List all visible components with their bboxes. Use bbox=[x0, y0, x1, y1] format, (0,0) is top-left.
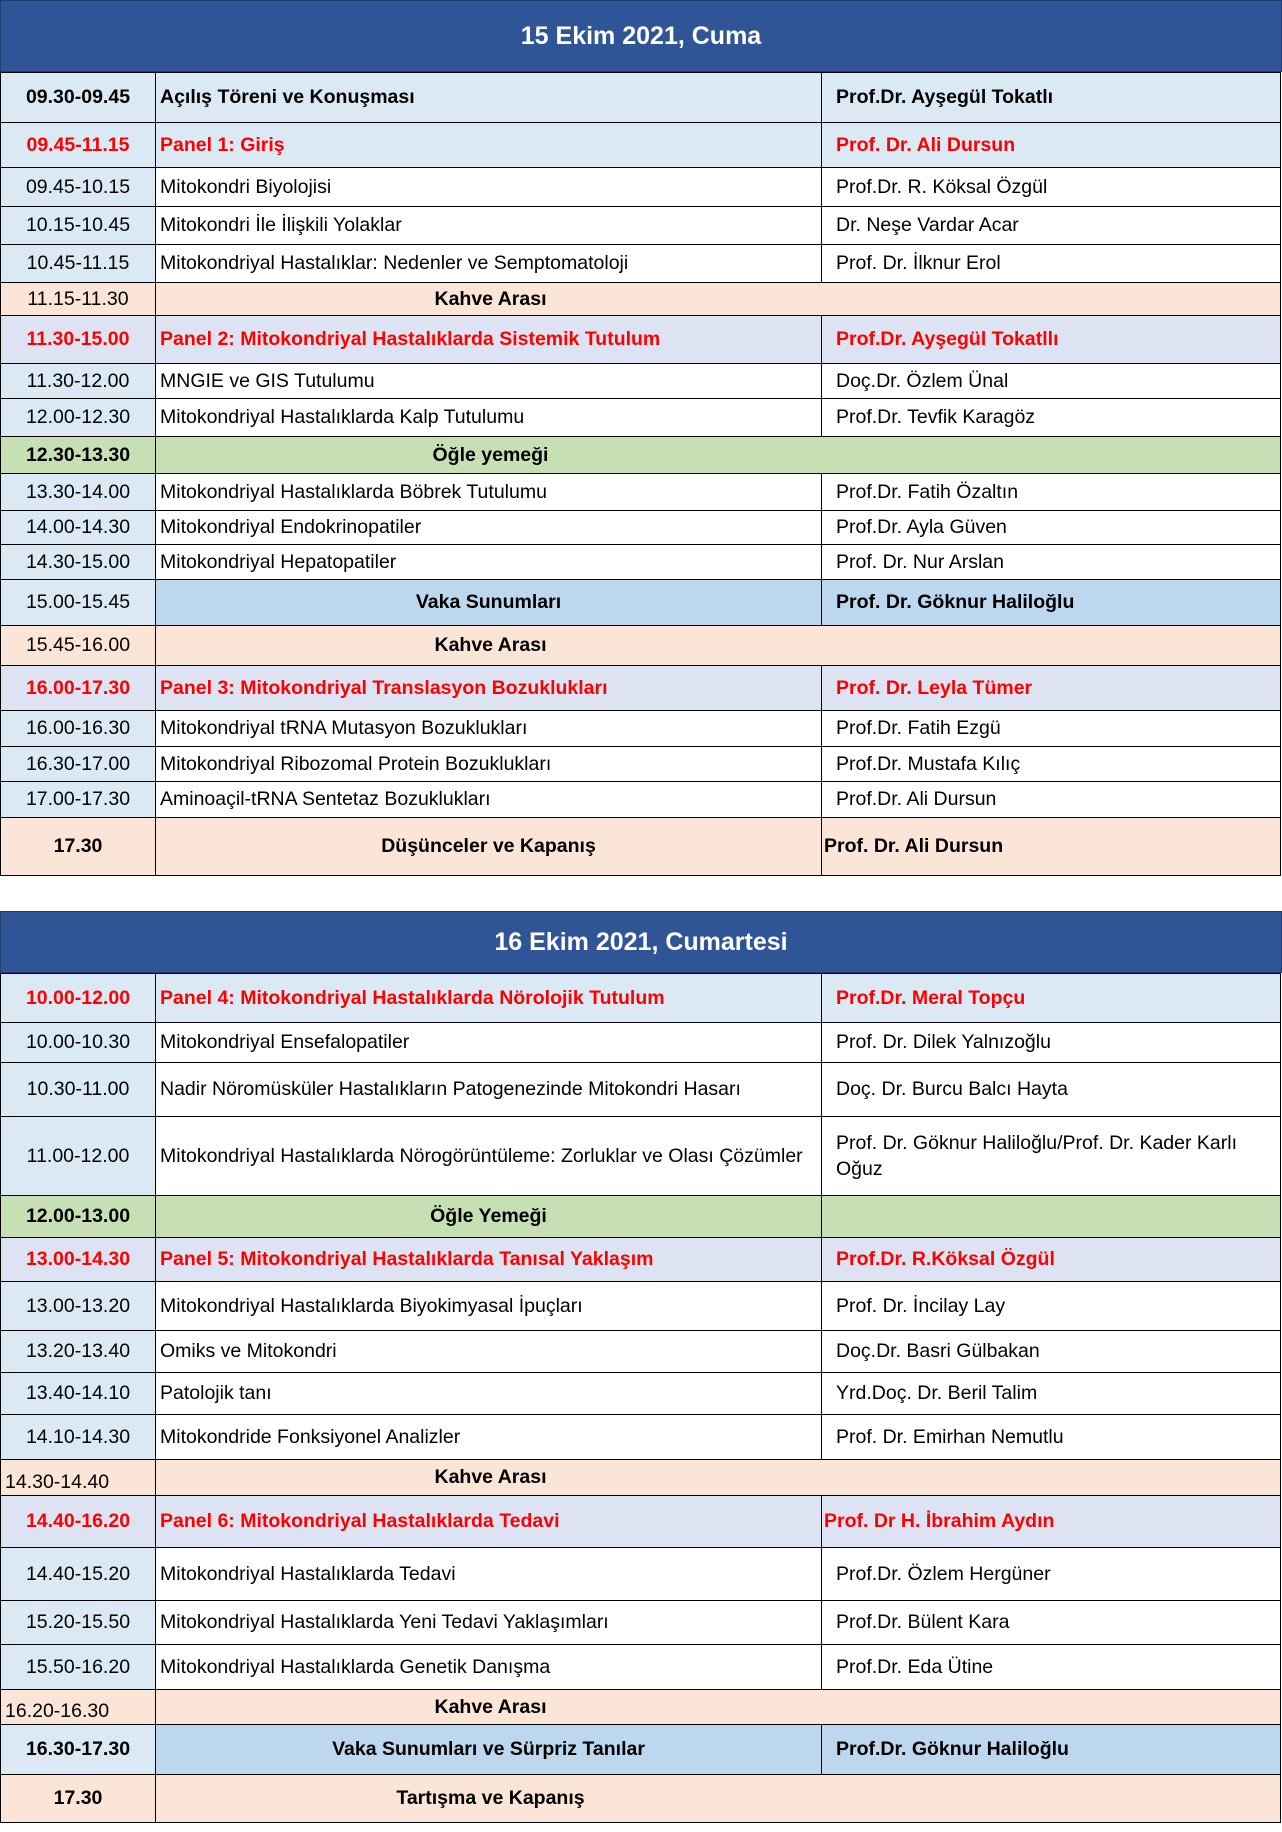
row-topic: Öğle Yemeği bbox=[156, 1196, 822, 1238]
row-time: 14.30-15.00 bbox=[1, 545, 156, 580]
row-time: 14.00-14.30 bbox=[1, 511, 156, 545]
row-time: 17.00-17.30 bbox=[1, 782, 156, 818]
row-topic: Mitokondriyal Hastalıklar: Nedenler ve Semptomatoloji bbox=[156, 245, 822, 283]
case-presentation-row bbox=[1, 1725, 1281, 1775]
row-time: 11.30-12.00 bbox=[1, 364, 156, 399]
row-topic: Mitokondriyal Hastalıklarda Nörogörüntüleme: Zorluklar ve Olası Çözümler bbox=[156, 1117, 822, 1196]
lunch-row bbox=[1, 1196, 1281, 1238]
row-speaker: Prof.Dr. Mustafa Kılıç bbox=[822, 747, 1281, 782]
row-time: 13.00-13.20 bbox=[1, 1282, 156, 1331]
row-topic: Mitokondriyal Hastalıklarda Biyokimyasal İpuçları bbox=[156, 1282, 822, 1331]
row-topic: Patolojik tanı bbox=[156, 1373, 822, 1415]
row-speaker: Prof. Dr. Emirhan Nemutlu bbox=[822, 1415, 1281, 1460]
break-row bbox=[1, 1690, 1281, 1725]
row-speaker: Prof. Dr. Göknur Haliloğlu/Prof. Dr. Kader Karlı Oğuz bbox=[822, 1117, 1281, 1196]
panel-row bbox=[1, 666, 1281, 711]
row-time: 09.45-11.15 bbox=[1, 123, 156, 168]
row-topic: Mitokondride Fonksiyonel Analizler bbox=[156, 1415, 822, 1460]
schedule-row bbox=[1, 511, 1281, 545]
row-speaker: Prof. Dr. Ali Dursun bbox=[822, 123, 1281, 168]
row-time: 16.30-17.00 bbox=[1, 747, 156, 782]
row-speaker: Doç. Dr. Burcu Balcı Hayta bbox=[822, 1063, 1281, 1117]
row-time: 15.00-15.45 bbox=[1, 580, 156, 626]
row-speaker: Prof.Dr. Özlem Hergüner bbox=[822, 1548, 1281, 1601]
row-topic: Kahve Arası bbox=[156, 283, 1281, 316]
row-time: 17.30 bbox=[1, 1775, 156, 1823]
row-time: 11.00-12.00 bbox=[1, 1117, 156, 1196]
schedule-row bbox=[1, 1117, 1281, 1196]
schedule-row bbox=[1, 747, 1281, 782]
row-topic: Mitokondriyal Hastalıklarda Tedavi bbox=[156, 1548, 822, 1601]
schedule-row bbox=[1, 364, 1281, 399]
break-row bbox=[1, 626, 1281, 666]
row-time: 10.45-11.15 bbox=[1, 245, 156, 283]
schedule-row bbox=[1, 711, 1281, 747]
schedule-row bbox=[1, 399, 1281, 437]
row-topic: Panel 5: Mitokondriyal Hastalıklarda Tanısal Yaklaşım bbox=[156, 1238, 822, 1282]
row-speaker: Yrd.Doç. Dr. Beril Talim bbox=[822, 1373, 1281, 1415]
row-topic: Panel 3: Mitokondriyal Translasyon Bozuklukları bbox=[156, 666, 822, 711]
row-topic: Düşünceler ve Kapanış bbox=[156, 818, 822, 876]
row-time: 13.30-14.00 bbox=[1, 474, 156, 511]
row-time: 16.20-16.30 bbox=[1, 1690, 156, 1725]
row-speaker: Prof. Dr. İlknur Erol bbox=[822, 245, 1281, 283]
row-topic: Mitokondriyal Ensefalopatiler bbox=[156, 1023, 822, 1063]
schedule-row bbox=[1, 1601, 1281, 1645]
schedule-row bbox=[1, 207, 1281, 245]
closing-row bbox=[1, 1775, 1281, 1823]
day1-title: 15 Ekim 2021, Cuma bbox=[0, 0, 1282, 72]
row-time: 09.45-10.15 bbox=[1, 168, 156, 207]
row-speaker: Prof.Dr. Ayşegül Tokatlı bbox=[822, 73, 1281, 123]
row-speaker: Prof.Dr. Ayla Güven bbox=[822, 511, 1281, 545]
row-topic: Omiks ve Mitokondri bbox=[156, 1331, 822, 1373]
row-time: 12.00-13.00 bbox=[1, 1196, 156, 1238]
schedule-row bbox=[1, 1548, 1281, 1601]
row-topic: Mitokondri İle İlişkili Yolaklar bbox=[156, 207, 822, 245]
row-speaker: Prof.Dr. Ayşegül Tokatllı bbox=[822, 316, 1281, 364]
row-speaker: Prof.Dr. Tevfik Karagöz bbox=[822, 399, 1281, 437]
panel-row bbox=[1, 1496, 1281, 1548]
day2-schedule-table bbox=[0, 973, 1281, 1823]
row-topic: Mitokondriyal Ribozomal Protein Bozuklukları bbox=[156, 747, 822, 782]
row-topic: Mitokondriyal Hastalıklarda Genetik Danışma bbox=[156, 1645, 822, 1690]
row-speaker: Prof. Dr. Ali Dursun bbox=[822, 818, 1281, 876]
row-time: 10.15-10.45 bbox=[1, 207, 156, 245]
row-speaker: Dr. Neşe Vardar Acar bbox=[822, 207, 1281, 245]
row-time: 16.00-17.30 bbox=[1, 666, 156, 711]
panel-row bbox=[1, 974, 1281, 1023]
row-time: 12.00-12.30 bbox=[1, 399, 156, 437]
row-speaker: Prof.Dr. R.Köksal Özgül bbox=[822, 1238, 1281, 1282]
schedule-row bbox=[1, 782, 1281, 818]
row-time: 10.00-10.30 bbox=[1, 1023, 156, 1063]
row-speaker: Prof.Dr. R. Köksal Özgül bbox=[822, 168, 1281, 207]
day1-schedule-table bbox=[0, 72, 1281, 876]
row-topic: Kahve Arası bbox=[156, 1690, 1281, 1725]
schedule-row bbox=[1, 1373, 1281, 1415]
row-time: 13.00-14.30 bbox=[1, 1238, 156, 1282]
break-row bbox=[1, 283, 1281, 316]
row-speaker: Prof. Dr. Nur Arslan bbox=[822, 545, 1281, 580]
row-time: 13.40-14.10 bbox=[1, 1373, 156, 1415]
row-speaker: Prof.Dr. Fatih Özaltın bbox=[822, 474, 1281, 511]
row-time: 15.20-15.50 bbox=[1, 1601, 156, 1645]
row-speaker: Prof.Dr. Meral Topçu bbox=[822, 974, 1281, 1023]
row-topic: Aminoaçil-tRNA Sentetaz Bozuklukları bbox=[156, 782, 822, 818]
row-time: 10.00-12.00 bbox=[1, 974, 156, 1023]
row-time: 12.30-13.30 bbox=[1, 437, 156, 474]
closing-row bbox=[1, 818, 1281, 876]
row-speaker: Prof.Dr. Ali Dursun bbox=[822, 782, 1281, 818]
break-row bbox=[1, 1460, 1281, 1496]
row-speaker: Prof. Dr H. İbrahim Aydın bbox=[822, 1496, 1281, 1548]
row-time: 11.30-15.00 bbox=[1, 316, 156, 364]
row-topic: Panel 2: Mitokondriyal Hastalıklarda Sistemik Tutulum bbox=[156, 316, 822, 364]
row-topic: Panel 6: Mitokondriyal Hastalıklarda Tedavi bbox=[156, 1496, 822, 1548]
day2-title: 16 Ekim 2021, Cumartesi bbox=[0, 911, 1282, 973]
schedule-row bbox=[1, 1282, 1281, 1331]
row-topic: MNGIE ve GIS Tutulumu bbox=[156, 364, 822, 399]
row-speaker: Prof.Dr. Eda Ütine bbox=[822, 1645, 1281, 1690]
schedule-row bbox=[1, 1331, 1281, 1373]
row-speaker: Prof. Dr. Leyla Tümer bbox=[822, 666, 1281, 711]
schedule-row bbox=[1, 1023, 1281, 1063]
schedule-row bbox=[1, 168, 1281, 207]
row-topic: Kahve Arası bbox=[156, 1460, 1281, 1496]
row-speaker: Prof. Dr. Dilek Yalnızoğlu bbox=[822, 1023, 1281, 1063]
row-speaker bbox=[822, 1196, 1281, 1238]
row-speaker: Doç.Dr. Özlem Ünal bbox=[822, 364, 1281, 399]
schedule-row bbox=[1, 1645, 1281, 1690]
row-time: 15.50-16.20 bbox=[1, 1645, 156, 1690]
row-topic: Mitokondriyal Hastalıklarda Kalp Tutulumu bbox=[156, 399, 822, 437]
row-topic: Vaka Sunumları ve Sürpriz Tanılar bbox=[156, 1725, 822, 1775]
row-speaker: Prof.Dr. Fatih Ezgü bbox=[822, 711, 1281, 747]
schedule-row bbox=[1, 73, 1281, 123]
row-speaker: Prof. Dr. İncilay Lay bbox=[822, 1282, 1281, 1331]
row-topic: Mitokondriyal Hastalıklarda Böbrek Tutulumu bbox=[156, 474, 822, 511]
lunch-row bbox=[1, 437, 1281, 474]
row-topic: Nadir Nöromüsküler Hastalıkların Patogenezinde Mitokondri Hasarı bbox=[156, 1063, 822, 1117]
schedule-row bbox=[1, 545, 1281, 580]
schedule-row bbox=[1, 245, 1281, 283]
row-time: 16.00-16.30 bbox=[1, 711, 156, 747]
case-presentation-row bbox=[1, 580, 1281, 626]
row-topic: Açılış Töreni ve Konuşması bbox=[156, 73, 822, 123]
row-speaker: Prof. Dr. Göknur Haliloğlu bbox=[822, 580, 1281, 626]
row-topic: Tartışma ve Kapanış bbox=[156, 1775, 1281, 1823]
row-speaker: Prof.Dr. Bülent Kara bbox=[822, 1601, 1281, 1645]
panel-row bbox=[1, 123, 1281, 168]
row-speaker: Prof.Dr. Göknur Haliloğlu bbox=[822, 1725, 1281, 1775]
schedule-row bbox=[1, 474, 1281, 511]
day2-section bbox=[0, 911, 1282, 1823]
row-time: 14.10-14.30 bbox=[1, 1415, 156, 1460]
row-time: 15.45-16.00 bbox=[1, 626, 156, 666]
row-time: 09.30-09.45 bbox=[1, 73, 156, 123]
row-topic: Vaka Sunumları bbox=[156, 580, 822, 626]
row-topic: Panel 1: Giriş bbox=[156, 123, 822, 168]
schedule-row bbox=[1, 1063, 1281, 1117]
row-time: 11.15-11.30 bbox=[1, 283, 156, 316]
row-time: 17.30 bbox=[1, 818, 156, 876]
row-time: 16.30-17.30 bbox=[1, 1725, 156, 1775]
row-topic: Mitokondri Biyolojisi bbox=[156, 168, 822, 207]
row-topic: Mitokondriyal Hepatopatiler bbox=[156, 545, 822, 580]
row-time: 14.40-15.20 bbox=[1, 1548, 156, 1601]
day1-section bbox=[0, 0, 1282, 876]
row-topic: Mitokondriyal tRNA Mutasyon Bozuklukları bbox=[156, 711, 822, 747]
row-topic: Öğle yemeği bbox=[156, 437, 1281, 474]
row-time: 13.20-13.40 bbox=[1, 1331, 156, 1373]
row-topic: Mitokondriyal Endokrinopatiler bbox=[156, 511, 822, 545]
row-topic: Kahve Arası bbox=[156, 626, 1281, 666]
row-time: 14.40-16.20 bbox=[1, 1496, 156, 1548]
row-time: 10.30-11.00 bbox=[1, 1063, 156, 1117]
row-topic: Mitokondriyal Hastalıklarda Yeni Tedavi Yaklaşımları bbox=[156, 1601, 822, 1645]
panel-row bbox=[1, 316, 1281, 364]
row-time: 14.30-14.40 bbox=[1, 1460, 156, 1496]
panel-row bbox=[1, 1238, 1281, 1282]
row-speaker: Doç.Dr. Basri Gülbakan bbox=[822, 1331, 1281, 1373]
schedule-row bbox=[1, 1415, 1281, 1460]
row-topic: Panel 4: Mitokondriyal Hastalıklarda Nörolojik Tutulum bbox=[156, 974, 822, 1023]
